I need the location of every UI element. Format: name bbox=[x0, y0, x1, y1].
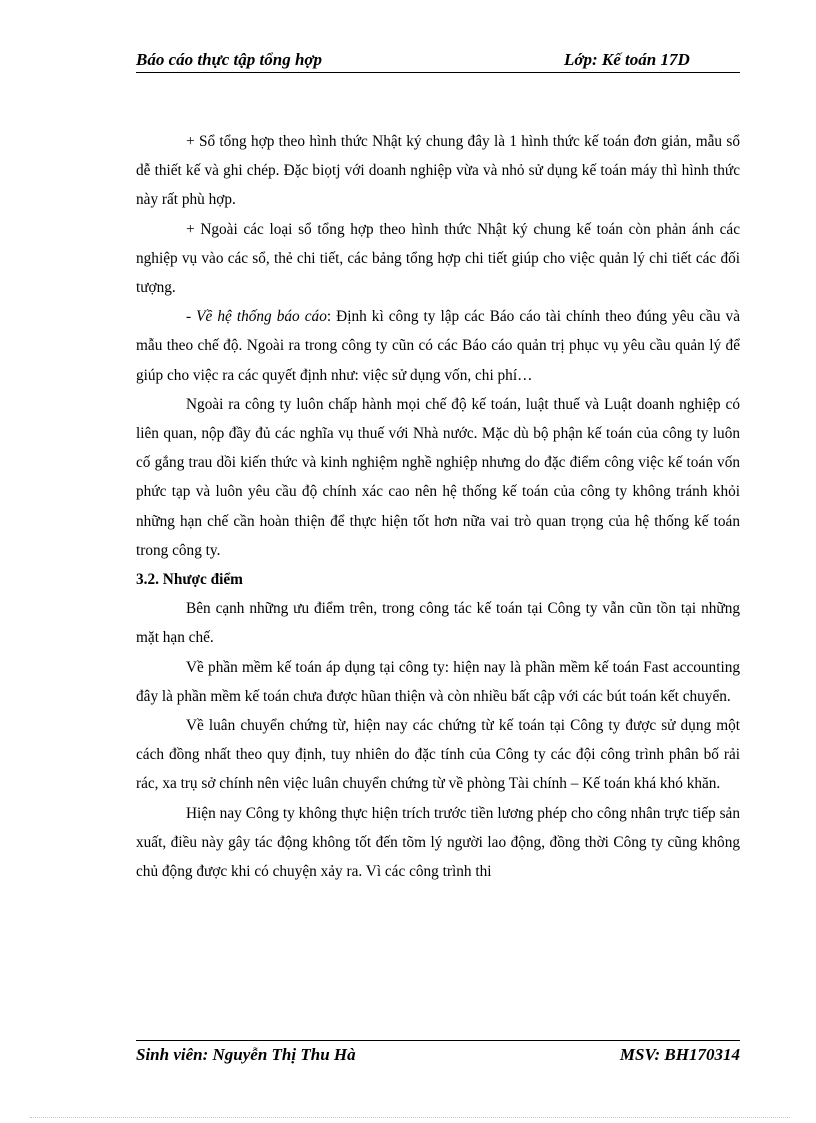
paragraph-salary-accrual: Hiện nay Công ty không thực hiện trích trước tiền lương phép cho công nhân trực tiếp sản xuất, điều này gây tác động không tốt đến tõm lý người lao động, đồng thời Công ty cũng không chủ động được khi có chuyện xảy ra. Vì các công trình thi bbox=[136, 804, 740, 881]
paragraph-software: Về phần mềm kế toán áp dụng tại công ty: hiện nay là phần mềm kế toán Fast accounting đây là phần mềm kế toán chưa được hũan thiện và còn nhiều bất cập với các bút toán kết chuyển. bbox=[136, 658, 740, 705]
paragraph-document-flow: Về luân chuyển chứng từ, hiện nay các chứng từ kế toán tại Công ty được sử dụng một cách đồng nhất theo quy định, tuy nhiên do đặc tính của Công ty các đội công trình phân bố rải rác, xa trụ sở chính nên việc luân chuyển chứng từ về phòng Tài chính – Kế toán khá khó khăn. bbox=[136, 717, 740, 793]
section-heading: 3.2. Nhược điểm bbox=[136, 571, 243, 589]
page-footer bbox=[136, 1040, 740, 1065]
paragraph-limitations-intro: Bên cạnh những ưu điểm trên, trong công tác kế toán tại Công ty vẫn cũn tồn tại những mặt hạn chế. bbox=[136, 600, 740, 647]
paragraph-detail-books: + Ngoài các loại sổ tổng hợp theo hình thức Nhật ký chung kế toán còn phản ánh các nghiệp vụ vào các sổ, thẻ chi tiết, các bảng tổng hợp chi tiết giúp cho việc quản lý chi tiết các đối tượng. bbox=[136, 220, 740, 297]
page-edge-divider bbox=[30, 1117, 790, 1118]
page-header bbox=[136, 50, 740, 73]
reporting-system-term: Về hệ thống báo cáo bbox=[196, 308, 327, 326]
paragraph-reporting-system bbox=[136, 302, 740, 390]
paragraph-compliance: Ngoài ra công ty luôn chấp hành mọi chế độ kế toán, luật thuế và Luật doanh nghiệp có liên quan, nộp đầy đủ các nghĩa vụ thuế với Nhà nước. Mặc dù bộ phận kế toán của công ty luôn cố gắng trau dồi kiến thức và kinh nghiệm nghề nghiệp nhưng do đặc điểm công việc kế toán vốn phức tạp và luôn yêu cầu độ chính xác cao nên hệ thống kế toán của công ty không tránh khỏi những hạn chế cần hoàn thiện để thực hiện tốt hơn nữa vai trò quan trọng của hệ thống kế toán trong công ty. bbox=[136, 395, 740, 559]
header-report-title: Báo cáo thực tập tổng hợp bbox=[136, 50, 323, 69]
paragraph-prefix: - bbox=[186, 308, 197, 326]
paragraph-general-ledger: + Sổ tổng hợp theo hình thức Nhật ký chung đây là 1 hình thức kế toán đơn giản, mẫu sổ dễ thiết kế và ghi chép. Đặc biọtj với doanh nghiệp vừa và nhỏ sử dụng kế toán máy thì hình thức này rất phù hợp. bbox=[136, 133, 740, 209]
document-body bbox=[136, 127, 740, 886]
header-class-label: Lớp: Kế toán 17D bbox=[564, 50, 690, 69]
footer-student-name: Sinh viên: Nguyễn Thị Thu Hà bbox=[136, 1045, 356, 1064]
footer-student-id: MSV: BH170314 bbox=[619, 1045, 740, 1064]
reporting-system-text: : Định kì công ty lập các Báo cáo tài chính theo đúng yêu cầu và mẫu theo chế độ. Ngoài ra trong công ty cũn có các Báo cáo quản trị phục vụ yêu cầu quản lý để giúp cho việc ra các quyết định như: việc sử dụng vốn, chi phí… bbox=[136, 308, 740, 384]
